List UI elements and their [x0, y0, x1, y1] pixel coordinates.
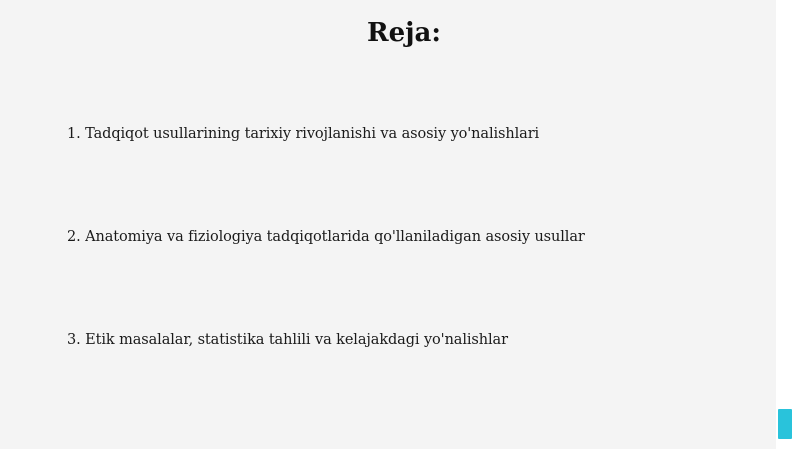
plan-item-2: 2. Anatomiya va fiziologiya tadqiqotlarida qo'llaniladigan asosiy usullar — [67, 229, 585, 245]
plan-item-3: 3. Etik masalalar, statistika tahlili va kelajakdagi yo'nalishlar — [67, 332, 508, 348]
scrollbar-thumb[interactable] — [778, 409, 792, 439]
slide-title: Reja: — [366, 18, 441, 48]
scrollbar-track[interactable] — [776, 0, 800, 449]
plan-item-1: 1. Tadqiqot usullarining tarixiy rivojlanishi va asosiy yo'nalishlari — [67, 126, 540, 142]
